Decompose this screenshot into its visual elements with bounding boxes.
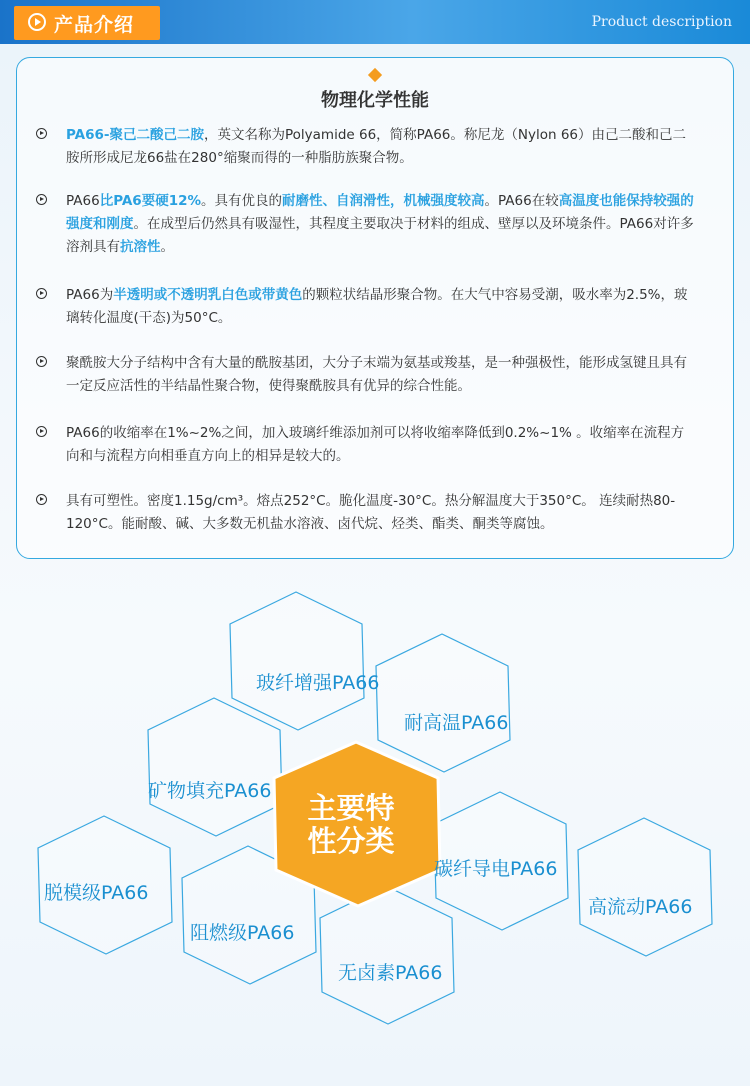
body-text: PA66的收缩率在1%~2%之间，加入玻璃纤维添加剂可以将收缩率降低到0.2%~1% 。收缩率在流程方向和与流程方向相垂直方向上的相异是较大的。 <box>66 425 685 464</box>
item-text <box>66 284 696 330</box>
body-text: 。PA66在较 <box>484 193 559 209</box>
highlight-text: 比PA6要硬12% <box>99 193 202 209</box>
center-label-line1: 主要特 <box>307 791 395 825</box>
item-text <box>66 422 696 468</box>
highlight-text: 耐磨性、自润滑性，机械强度较高 <box>282 193 485 209</box>
hexagon-heat <box>376 634 510 772</box>
label-carbon: 碳纤导电PA66 <box>434 858 558 880</box>
header-subtitle: Product description <box>591 14 732 30</box>
bullet-icon <box>36 356 47 367</box>
hexagon-glass <box>230 592 364 730</box>
label-flow: 高流动PA66 <box>588 896 693 918</box>
body-text: 。在成型后仍然具有吸湿性，其程度主要取决于材料的组成、壁厚以及环境条件。PA66对许多溶剂具有 <box>66 216 694 255</box>
bullet-icon <box>36 426 47 437</box>
highlight-text: 高温度也能保持较强的强度和刚度 <box>66 193 694 232</box>
body-text: 具有可塑性。密度1.15g/cm³。熔点252°C。脆化温度-30°C。热分解温度大于350°C。 连续耐热80-120°C。能耐酸、碱、大多数无机盐水溶液、卤代烷、烃类、酯类、酮类等腐蚀。 <box>66 493 676 532</box>
bullet-icon <box>36 194 47 205</box>
section-title: 物理化学性能 <box>321 90 429 111</box>
label-glass: 玻纤增强PA66 <box>256 672 380 694</box>
header-title: 产品介绍 <box>54 14 135 36</box>
label-release: 脱模级PA66 <box>44 882 149 904</box>
label-flame: 阻燃级PA66 <box>190 922 295 944</box>
item-text <box>66 124 696 170</box>
hexagon-halogen <box>320 886 454 1024</box>
feature-hexagons <box>0 580 750 1086</box>
highlight-text: 抗溶性 <box>120 239 161 255</box>
bullet-icon <box>36 288 47 299</box>
body-text: ，英文名称为Polyamide 66，简称PA66。称尼龙（Nylon 66）由己二酸和己二胺所形成尼龙66盐在280°缩聚而得的一种脂肪族聚合物。 <box>66 127 686 166</box>
bullet-icon <box>36 494 47 505</box>
header-bar <box>0 0 750 44</box>
hexagon-mineral <box>148 698 282 836</box>
body-text: 的颗粒状结晶形聚合物。在大气中容易受潮，吸水率为2.5%，玻璃转化温度(干态)为50°C。 <box>66 287 688 326</box>
header-tab <box>14 6 160 40</box>
hexagon-flow <box>578 818 712 956</box>
play-circle-icon <box>28 13 46 31</box>
body-text: 。具有优良的 <box>201 193 283 209</box>
item-text <box>66 490 696 536</box>
highlight-text: 半透明或不透明乳白色或带黄色 <box>113 287 303 303</box>
label-halogen: 无卤素PA66 <box>338 962 443 984</box>
label-heat: 耐高温PA66 <box>404 712 509 734</box>
item-text <box>66 190 696 259</box>
label-mineral: 矿物填充PA66 <box>148 780 272 802</box>
body-text: PA66为 <box>66 287 114 303</box>
item-text <box>66 352 696 398</box>
center-label-line2: 性分类 <box>307 824 395 858</box>
body-text: 。 <box>160 239 174 255</box>
center-label <box>286 792 416 858</box>
body-text: PA66 <box>66 193 100 209</box>
body-text: 聚酰胺大分子结构中含有大量的酰胺基团，大分子末端为氨基或羧基，是一种强极性，能形成氢键且具有一定反应活性的半结晶性聚合物，使得聚酰胺具有优异的综合性能。 <box>66 355 687 394</box>
highlight-text: PA66-聚己二酸己二胺 <box>66 127 204 143</box>
bullet-icon <box>36 128 47 139</box>
